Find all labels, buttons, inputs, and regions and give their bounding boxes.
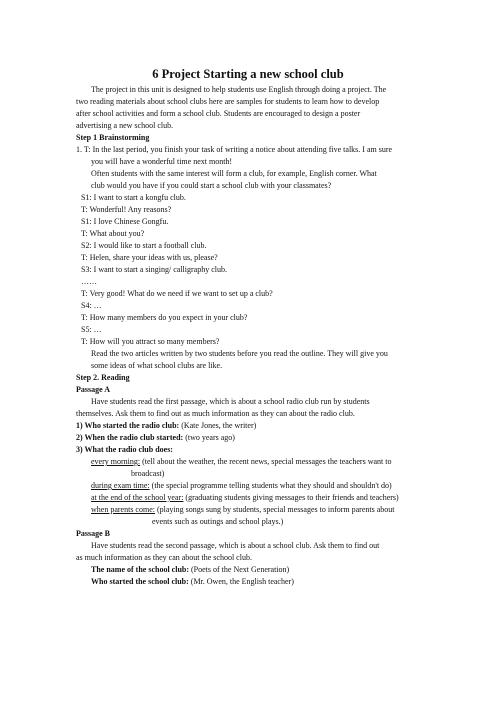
page-title: 6 Project Starting a new school club xyxy=(152,67,344,81)
text-line: S4: … xyxy=(81,301,102,310)
text-line: Often students with the same interest will form a club, for example, English corner. What xyxy=(91,169,377,178)
text-line: Read the two articles written by two students before you read the outline. They will give you xyxy=(91,349,388,358)
text-line: T: Helen, share your ideas with us, please? xyxy=(81,253,218,262)
text-line: S2: I would like to start a football club. xyxy=(81,241,207,250)
text-line: you will have a wonderful time next month! xyxy=(91,157,233,166)
field-value: (playing songs sung by students, special messages to inform parents about xyxy=(154,505,395,514)
field-value: (the special programme telling students what they should and shouldn't do) xyxy=(149,481,392,490)
text-line: as much information as they can about the school club. xyxy=(76,553,252,562)
field-value: (Poets of the Next Generation) xyxy=(189,565,290,574)
text-line: after school activities and form a school club. Students are encouraged to design a poster xyxy=(76,109,361,118)
field-value: (two years ago) xyxy=(183,433,235,442)
text-line: Step 2. Reading xyxy=(76,373,130,382)
field-label: 2) When the radio club started: xyxy=(76,433,184,442)
text-line: T: Very good! What do we need if we want to set up a club? xyxy=(81,289,273,298)
text-line: T: Wonderful! Any reasons? xyxy=(81,205,172,214)
text-line: some ideas of what school clubs are like. xyxy=(91,361,223,370)
document-body xyxy=(76,84,426,588)
field-value: (graduating students giving messages to their friends and teachers) xyxy=(183,493,399,502)
text-line: T: What about you? xyxy=(81,229,145,238)
text-line xyxy=(76,576,426,588)
field-label: The name of the school club: xyxy=(91,565,189,574)
text-line xyxy=(76,420,426,432)
text-line: club would you have if you could start a school club with your classmates? xyxy=(91,181,332,190)
text-line: S3: I want to start a singing/ calligraphy club. xyxy=(81,265,227,274)
text-line: S1: I want to start a kongfu club. xyxy=(81,193,186,202)
time-label: every morning: xyxy=(91,457,141,466)
text-line xyxy=(76,564,426,576)
text-line: S5: … xyxy=(81,325,102,334)
text-line: Have students read the second passage, which is about a school club. Ask them to find out xyxy=(91,541,380,550)
text-line: Passage A xyxy=(76,385,110,394)
text-line: T: How will you attract so many members? xyxy=(81,337,220,346)
time-label: during exam time: xyxy=(91,481,150,490)
text-line xyxy=(76,504,426,516)
field-value: (Kate Jones, the writer) xyxy=(179,421,257,430)
text-line: events such as outings and school plays.) xyxy=(152,517,284,526)
text-line: Step 1 Brainstorming xyxy=(76,133,150,142)
text-line xyxy=(76,480,426,492)
text-line: 3) What the radio club does: xyxy=(76,445,173,454)
text-line: themselves. Ask them to find out as much information as they can about the radio club. xyxy=(76,409,355,418)
field-value: (Mr. Owen, the English teacher) xyxy=(188,577,294,586)
text-line: 1. T: In the last period, you finish your task of writing a notice about attending five talks. I am sure xyxy=(76,145,393,154)
text-line: Have students read the first passage, which is about a school radio club run by students xyxy=(91,397,370,406)
text-line: The project in this unit is designed to help students use English through doing a project. The xyxy=(91,85,387,94)
text-line: two reading materials about school clubs here are samples for students to learn how to develop xyxy=(76,97,380,106)
text-line: T: How many members do you expect in your club? xyxy=(81,313,248,322)
text-line: …… xyxy=(81,277,97,286)
field-label: 1) Who started the radio club: xyxy=(76,421,180,430)
text-line: broadcast) xyxy=(131,469,165,478)
text-line: Passage B xyxy=(76,529,110,538)
text-line xyxy=(76,432,426,444)
field-label: Who started the school club: xyxy=(91,577,189,586)
text-line: S1: I love Chinese Gongfu. xyxy=(81,217,169,226)
text-line: advertising a new school club. xyxy=(76,121,174,130)
time-label: when parents come: xyxy=(91,505,155,514)
text-line xyxy=(76,492,426,504)
time-label: at the end of the school year: xyxy=(91,493,184,502)
field-value: (tell about the weather, the recent news, special messages the teachers want to xyxy=(140,457,392,466)
text-line xyxy=(76,456,426,468)
